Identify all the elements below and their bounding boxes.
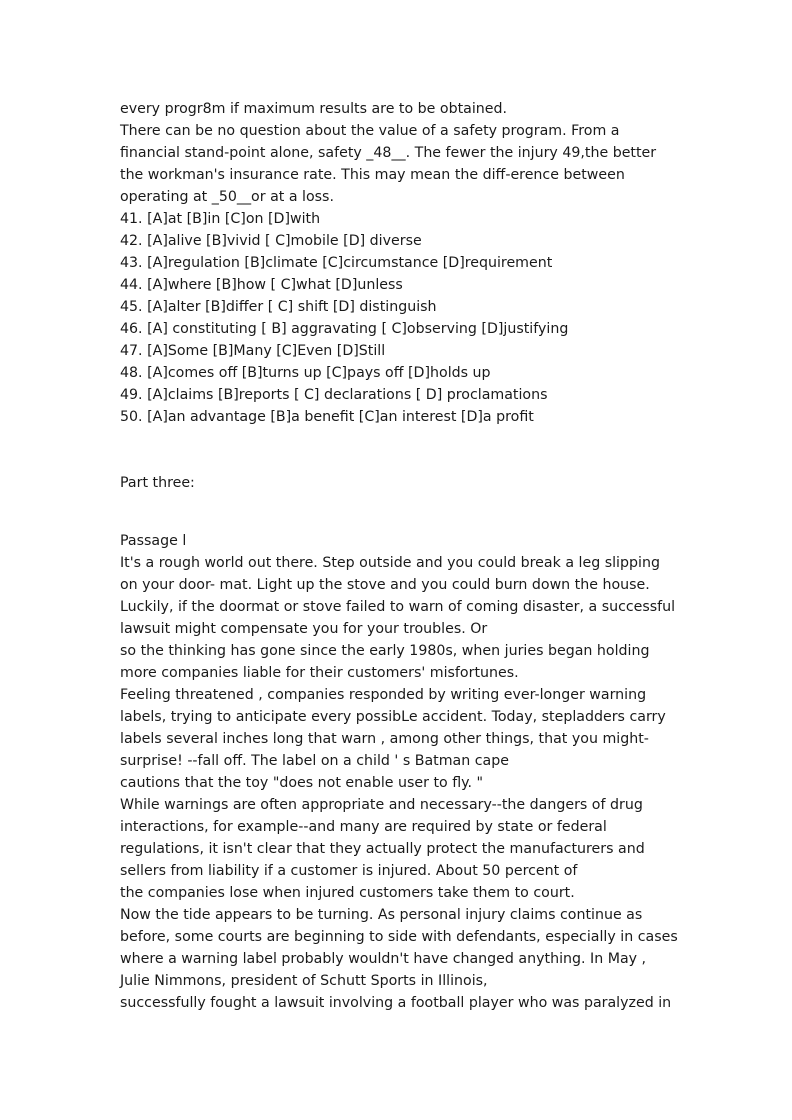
text-line: Julie Nimmons, president of Schutt Sports in Illinois, — [120, 973, 488, 989]
spacer — [120, 428, 680, 472]
question-item: 46. [A] constituting [ B] aggravating [ C]observing [D]justifying — [120, 321, 569, 337]
text-line: on your door- mat. Light up the stove and you could burn down the house. — [120, 577, 650, 593]
question-list — [120, 208, 680, 428]
text-line: interactions, for example--and many are required by state or federal — [120, 819, 607, 835]
text-line: cautions that the toy "does not enable user to fly. " — [120, 775, 484, 791]
text-line: regulations, it isn't clear that they actually protect the manufacturers and — [120, 841, 645, 857]
text-line: Now the tide appears to be turning. As personal injury claims continue as — [120, 907, 643, 923]
text-line: sellers from liability if a customer is injured. About 50 percent of — [120, 863, 578, 879]
text-line: the workman's insurance rate. This may mean the diff-erence between — [120, 167, 625, 183]
text-line: Feeling threatened , companies responded by writing ever-longer warning — [120, 687, 647, 703]
text-line: While warnings are often appropriate and necessary--the dangers of drug — [120, 797, 643, 813]
intro-paragraph — [120, 98, 680, 208]
text-line: labels several inches long that warn , among other things, that you might- — [120, 731, 649, 747]
question-item: 47. [A]Some [B]Many [C]Even [D]Still — [120, 343, 386, 359]
question-item: 43. [A]regulation [B]climate [C]circumstance [D]requirement — [120, 255, 553, 271]
text-line: There can be no question about the value of a safety program. From a — [120, 123, 620, 139]
spacer — [120, 494, 680, 530]
text-line: so the thinking has gone since the early 1980s, when juries began holding — [120, 643, 650, 659]
part-heading: Part three: — [120, 475, 195, 491]
question-item: 42. [A]alive [B]vivid [ C]mobile [D] diverse — [120, 233, 422, 249]
text-line: every progr8m if maximum results are to be obtained. — [120, 101, 508, 117]
text-line: labels, trying to anticipate every possibLe accident. Today, stepladders carry — [120, 709, 666, 725]
text-line: financial stand-point alone, safety _48__. The fewer the injury 49,the better — [120, 145, 657, 161]
text-line: before, some courts are beginning to side with defendants, especially in cases — [120, 929, 678, 945]
document-page — [120, 98, 680, 1014]
text-line: surprise! --fall off. The label on a child ' s Batman cape — [120, 753, 509, 769]
question-item: 44. [A]where [B]how [ C]what [D]unless — [120, 277, 403, 293]
text-line: It's a rough world out there. Step outside and you could break a leg slipping — [120, 555, 660, 571]
text-line: the companies lose when injured customers take them to court. — [120, 885, 575, 901]
text-line: Luckily, if the doormat or stove failed to warn of coming disaster, a successful — [120, 599, 676, 615]
question-item: 48. [A]comes off [B]turns up [C]pays off [D]holds up — [120, 365, 491, 381]
question-item: 45. [A]alter [B]differ [ C] shift [D] distinguish — [120, 299, 437, 315]
text-line: where a warning label probably wouldn't have changed anything. In May , — [120, 951, 647, 967]
question-item: 50. [A]an advantage [B]a benefit [C]an interest [D]a profit — [120, 409, 534, 425]
text-line: more companies liable for their customers' misfortunes. — [120, 665, 519, 681]
passage-title: Passage l — [120, 533, 187, 549]
text-line: lawsuit might compensate you for your troubles. Or — [120, 621, 488, 637]
text-line: operating at _50__or at a loss. — [120, 189, 334, 205]
passage-body — [120, 552, 680, 1014]
question-item: 49. [A]claims [B]reports [ C] declarations [ D] proclamations — [120, 387, 548, 403]
text-line: successfully fought a lawsuit involving a football player who was paralyzed in — [120, 995, 672, 1011]
question-item: 41. [A]at [B]in [C]on [D]with — [120, 211, 321, 227]
